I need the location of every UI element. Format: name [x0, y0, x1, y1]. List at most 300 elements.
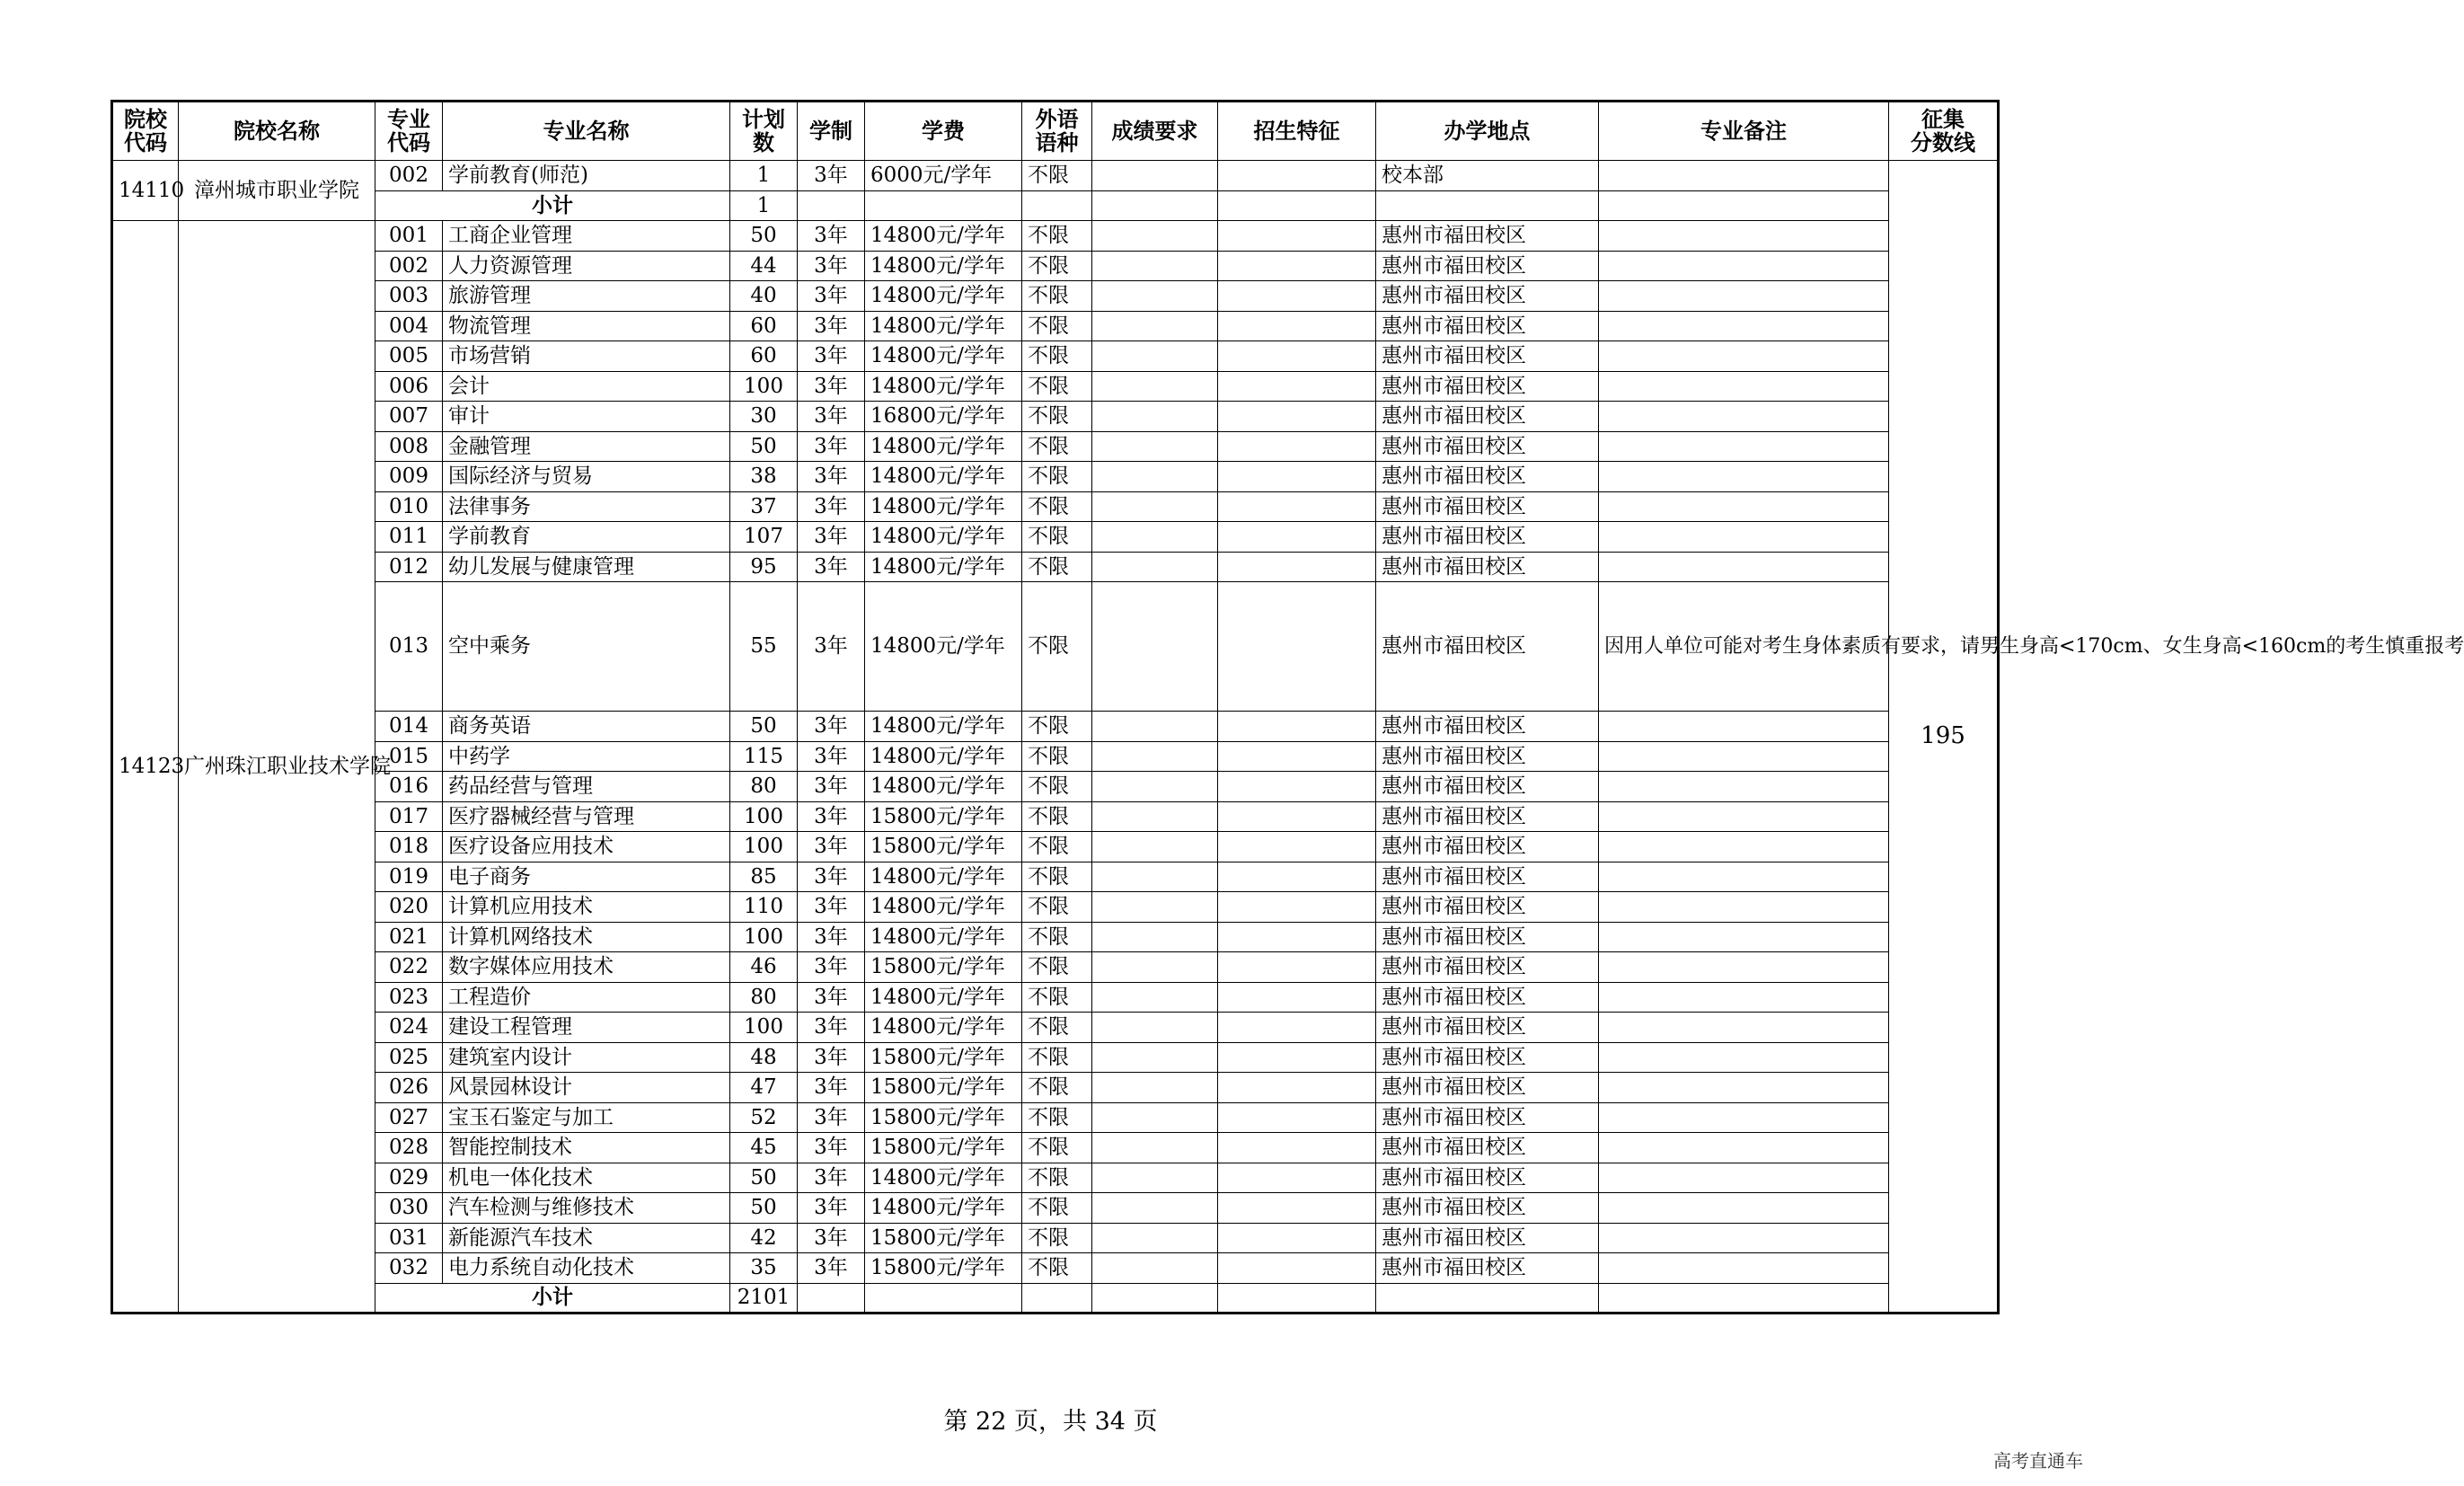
location-cell: 惠州市福田校区 [1376, 491, 1599, 522]
language-cell: 不限 [1022, 712, 1092, 742]
language-cell: 不限 [1022, 1223, 1092, 1253]
column-header: 征集 分数线 [1889, 102, 1999, 161]
enrollment-feature-cell [1218, 952, 1376, 983]
language-cell: 不限 [1022, 1163, 1092, 1193]
enrollment-feature-cell [1218, 371, 1376, 402]
enrollment-feature-cell [1218, 772, 1376, 802]
major-code-cell: 006 [375, 371, 443, 402]
enrollment-feature-cell [1218, 892, 1376, 923]
language-cell: 不限 [1022, 1042, 1092, 1073]
language-cell: 不限 [1022, 741, 1092, 772]
tuition-cell: 15800元/学年 [865, 1102, 1022, 1133]
table-row [112, 1223, 1999, 1253]
empty-cell [1092, 1283, 1218, 1314]
empty-cell [1092, 190, 1218, 221]
major-code-cell: 025 [375, 1042, 443, 1073]
location-cell: 惠州市福田校区 [1376, 1042, 1599, 1073]
column-header: 院校 代码 [112, 102, 179, 161]
enrollment-feature-cell [1218, 1223, 1376, 1253]
tuition-cell: 14800元/学年 [865, 251, 1022, 281]
table-row [112, 341, 1999, 372]
tuition-cell: 15800元/学年 [865, 1253, 1022, 1284]
subtotal-value: 1 [730, 190, 798, 221]
location-cell: 惠州市福田校区 [1376, 281, 1599, 312]
duration-cell: 3年 [798, 251, 865, 281]
major-note-cell [1599, 1073, 1889, 1103]
major-note-cell [1599, 221, 1889, 252]
major-name-cell: 幼儿发展与健康管理 [443, 552, 730, 582]
location-cell: 惠州市福田校区 [1376, 922, 1599, 952]
major-code-cell: 015 [375, 741, 443, 772]
score-requirement-cell [1092, 1193, 1218, 1224]
major-name-cell: 学前教育 [443, 522, 730, 553]
tuition-cell: 14800元/学年 [865, 772, 1022, 802]
enrollment-feature-cell [1218, 1193, 1376, 1224]
column-header: 外语 语种 [1022, 102, 1092, 161]
major-code-cell: 014 [375, 712, 443, 742]
enrollment-feature-cell [1218, 1013, 1376, 1043]
tuition-cell: 14800元/学年 [865, 552, 1022, 582]
table-row [112, 462, 1999, 492]
tuition-cell: 14800元/学年 [865, 371, 1022, 402]
empty-cell [798, 1283, 865, 1314]
score-requirement-cell [1092, 862, 1218, 892]
table-row [112, 1013, 1999, 1043]
enrollment-feature-cell [1218, 281, 1376, 312]
major-code-cell: 010 [375, 491, 443, 522]
subtotal-label: 小计 [375, 190, 730, 221]
plan-count-cell: 50 [730, 1193, 798, 1224]
language-cell: 不限 [1022, 161, 1092, 191]
language-cell: 不限 [1022, 922, 1092, 952]
major-name-cell: 智能控制技术 [443, 1133, 730, 1163]
language-cell: 不限 [1022, 431, 1092, 462]
plan-count-cell: 95 [730, 552, 798, 582]
tuition-cell: 14800元/学年 [865, 582, 1022, 712]
score-requirement-cell [1092, 1013, 1218, 1043]
major-name-cell: 市场营销 [443, 341, 730, 372]
table-row [112, 741, 1999, 772]
location-cell: 惠州市福田校区 [1376, 341, 1599, 372]
location-cell: 惠州市福田校区 [1376, 431, 1599, 462]
score-requirement-cell [1092, 952, 1218, 983]
score-requirement-cell [1092, 402, 1218, 432]
score-requirement-cell [1092, 371, 1218, 402]
score-requirement-cell [1092, 801, 1218, 832]
major-code-cell: 004 [375, 311, 443, 341]
duration-cell: 3年 [798, 341, 865, 372]
plan-count-cell: 100 [730, 801, 798, 832]
major-name-cell: 金融管理 [443, 431, 730, 462]
major-name-cell: 审计 [443, 402, 730, 432]
tuition-cell: 14800元/学年 [865, 281, 1022, 312]
enrollment-feature-cell [1218, 1133, 1376, 1163]
tuition-cell: 15800元/学年 [865, 952, 1022, 983]
duration-cell: 3年 [798, 431, 865, 462]
enrollment-feature-cell [1218, 1163, 1376, 1193]
subtotal-value: 2101 [730, 1283, 798, 1314]
subtotal-row [112, 190, 1999, 221]
major-name-cell: 建设工程管理 [443, 1013, 730, 1043]
duration-cell: 3年 [798, 1073, 865, 1103]
duration-cell: 3年 [798, 1253, 865, 1284]
score-requirement-cell [1092, 922, 1218, 952]
column-header: 办学地点 [1376, 102, 1599, 161]
location-cell: 惠州市福田校区 [1376, 1223, 1599, 1253]
major-name-cell: 药品经营与管理 [443, 772, 730, 802]
tuition-cell: 14800元/学年 [865, 431, 1022, 462]
major-code-cell: 002 [375, 251, 443, 281]
location-cell: 惠州市福田校区 [1376, 371, 1599, 402]
major-code-cell: 027 [375, 1102, 443, 1133]
column-header: 专业 代码 [375, 102, 443, 161]
major-name-cell: 电力系统自动化技术 [443, 1253, 730, 1284]
enrollment-feature-cell [1218, 982, 1376, 1013]
plan-count-cell: 35 [730, 1253, 798, 1284]
major-name-cell: 宝玉石鉴定与加工 [443, 1102, 730, 1133]
admission-table [110, 100, 2464, 1314]
enrollment-feature-cell [1218, 431, 1376, 462]
plan-count-cell: 50 [730, 712, 798, 742]
location-cell: 惠州市福田校区 [1376, 982, 1599, 1013]
location-cell: 惠州市福田校区 [1376, 1193, 1599, 1224]
major-name-cell: 空中乘务 [443, 582, 730, 712]
major-name-cell: 医疗器械经营与管理 [443, 801, 730, 832]
enrollment-feature-cell [1218, 161, 1376, 191]
score-requirement-cell [1092, 311, 1218, 341]
duration-cell: 3年 [798, 772, 865, 802]
tuition-cell: 15800元/学年 [865, 832, 1022, 862]
table-row [112, 952, 1999, 983]
tuition-cell: 15800元/学年 [865, 1223, 1022, 1253]
table-row [112, 582, 1999, 712]
enrollment-feature-cell [1218, 862, 1376, 892]
major-note-cell [1599, 772, 1889, 802]
language-cell: 不限 [1022, 281, 1092, 312]
column-header: 院校名称 [179, 102, 375, 161]
tuition-cell: 14800元/学年 [865, 1193, 1022, 1224]
score-requirement-cell [1092, 892, 1218, 923]
location-cell: 惠州市福田校区 [1376, 522, 1599, 553]
empty-cell [1022, 1283, 1092, 1314]
empty-cell [1218, 190, 1376, 221]
enrollment-feature-cell [1218, 251, 1376, 281]
major-name-cell: 工商企业管理 [443, 221, 730, 252]
column-header: 招生特征 [1218, 102, 1376, 161]
school-name-cell: 漳州城市职业学院 [179, 161, 375, 221]
table-row [112, 922, 1999, 952]
location-cell: 惠州市福田校区 [1376, 311, 1599, 341]
duration-cell: 3年 [798, 281, 865, 312]
score-requirement-cell [1092, 341, 1218, 372]
major-name-cell: 新能源汽车技术 [443, 1223, 730, 1253]
duration-cell: 3年 [798, 1042, 865, 1073]
location-cell: 惠州市福田校区 [1376, 1013, 1599, 1043]
major-name-cell: 风景园林设计 [443, 1073, 730, 1103]
plan-count-cell: 60 [730, 341, 798, 372]
table-row [112, 1193, 1999, 1224]
major-code-cell: 028 [375, 1133, 443, 1163]
language-cell: 不限 [1022, 371, 1092, 402]
score-requirement-cell [1092, 582, 1218, 712]
score-requirement-cell [1092, 741, 1218, 772]
table-row [112, 1133, 1999, 1163]
duration-cell: 3年 [798, 1133, 865, 1163]
language-cell: 不限 [1022, 801, 1092, 832]
plan-count-cell: 60 [730, 311, 798, 341]
table-row [112, 311, 1999, 341]
score-requirement-cell [1092, 552, 1218, 582]
major-note-cell [1599, 892, 1889, 923]
enrollment-feature-cell [1218, 1102, 1376, 1133]
enrollment-feature-cell [1218, 221, 1376, 252]
score-requirement-cell [1092, 221, 1218, 252]
major-code-cell: 002 [375, 161, 443, 191]
table-row [112, 1073, 1999, 1103]
major-note-cell [1599, 741, 1889, 772]
plan-count-cell: 40 [730, 281, 798, 312]
major-note-cell [1599, 311, 1889, 341]
major-code-cell: 008 [375, 431, 443, 462]
score-requirement-cell [1092, 1253, 1218, 1284]
major-name-cell: 建筑室内设计 [443, 1042, 730, 1073]
location-cell: 惠州市福田校区 [1376, 772, 1599, 802]
enrollment-feature-cell [1218, 522, 1376, 553]
tuition-cell: 6000元/学年 [865, 161, 1022, 191]
plan-count-cell: 100 [730, 1013, 798, 1043]
tuition-cell: 14800元/学年 [865, 712, 1022, 742]
location-cell: 惠州市福田校区 [1376, 712, 1599, 742]
major-name-cell: 旅游管理 [443, 281, 730, 312]
subtotal-row [112, 1283, 1999, 1314]
location-cell: 惠州市福田校区 [1376, 1102, 1599, 1133]
table-row [112, 1253, 1999, 1284]
language-cell: 不限 [1022, 1133, 1092, 1163]
language-cell: 不限 [1022, 462, 1092, 492]
table-row [112, 281, 1999, 312]
major-code-cell: 005 [375, 341, 443, 372]
plan-count-cell: 110 [730, 892, 798, 923]
major-note-cell [1599, 281, 1889, 312]
school-code-cell: 14110 [112, 161, 179, 221]
language-cell: 不限 [1022, 311, 1092, 341]
score-requirement-cell [1092, 1223, 1218, 1253]
table-row [112, 892, 1999, 923]
language-cell: 不限 [1022, 402, 1092, 432]
major-note-cell [1599, 251, 1889, 281]
location-cell: 惠州市福田校区 [1376, 582, 1599, 712]
plan-count-cell: 100 [730, 922, 798, 952]
location-cell: 惠州市福田校区 [1376, 552, 1599, 582]
score-requirement-cell [1092, 522, 1218, 553]
plan-count-cell: 42 [730, 1223, 798, 1253]
major-name-cell: 机电一体化技术 [443, 1163, 730, 1193]
enrollment-feature-cell [1218, 741, 1376, 772]
duration-cell: 3年 [798, 462, 865, 492]
major-code-cell: 019 [375, 862, 443, 892]
major-note-cell [1599, 431, 1889, 462]
score-requirement-cell [1092, 462, 1218, 492]
major-name-cell: 汽车检测与维修技术 [443, 1193, 730, 1224]
major-code-cell: 003 [375, 281, 443, 312]
major-note-cell [1599, 491, 1889, 522]
location-cell: 惠州市福田校区 [1376, 1253, 1599, 1284]
major-note-cell [1599, 1163, 1889, 1193]
major-note-cell [1599, 161, 1889, 191]
language-cell: 不限 [1022, 221, 1092, 252]
empty-cell [1599, 1283, 1889, 1314]
duration-cell: 3年 [798, 952, 865, 983]
school-name-cell: 广州珠江职业技术学院 [179, 221, 375, 1314]
tuition-cell: 15800元/学年 [865, 1133, 1022, 1163]
duration-cell: 3年 [798, 982, 865, 1013]
table-row [112, 251, 1999, 281]
major-name-cell: 计算机应用技术 [443, 892, 730, 923]
table-row [112, 431, 1999, 462]
duration-cell: 3年 [798, 221, 865, 252]
major-code-cell: 020 [375, 892, 443, 923]
plan-count-cell: 100 [730, 371, 798, 402]
plan-count-cell: 80 [730, 772, 798, 802]
table-row [112, 491, 1999, 522]
language-cell: 不限 [1022, 1253, 1092, 1284]
tuition-cell: 16800元/学年 [865, 402, 1022, 432]
duration-cell: 3年 [798, 712, 865, 742]
duration-cell: 3年 [798, 311, 865, 341]
duration-cell: 3年 [798, 922, 865, 952]
column-header: 专业备注 [1599, 102, 1889, 161]
score-requirement-cell [1092, 1073, 1218, 1103]
major-code-cell: 021 [375, 922, 443, 952]
plan-count-cell: 107 [730, 522, 798, 553]
enrollment-feature-cell [1218, 311, 1376, 341]
watermark: 高考直通车 [1993, 1450, 2083, 1472]
tuition-cell: 14800元/学年 [865, 1163, 1022, 1193]
major-note-cell [1599, 862, 1889, 892]
location-cell: 惠州市福田校区 [1376, 221, 1599, 252]
plan-count-cell: 50 [730, 1163, 798, 1193]
location-cell: 惠州市福田校区 [1376, 832, 1599, 862]
table-row [112, 1042, 1999, 1073]
plan-count-cell: 80 [730, 982, 798, 1013]
cutoff-score-cell: 195 [1889, 161, 1999, 1314]
score-requirement-cell [1092, 1133, 1218, 1163]
plan-count-cell: 50 [730, 431, 798, 462]
score-requirement-cell [1092, 281, 1218, 312]
major-code-cell: 011 [375, 522, 443, 553]
tuition-cell: 14800元/学年 [865, 862, 1022, 892]
location-cell: 惠州市福田校区 [1376, 862, 1599, 892]
score-requirement-cell [1092, 251, 1218, 281]
major-note-cell [1599, 1253, 1889, 1284]
plan-count-cell: 30 [730, 402, 798, 432]
major-name-cell: 法律事务 [443, 491, 730, 522]
language-cell: 不限 [1022, 892, 1092, 923]
column-header: 学制 [798, 102, 865, 161]
page-footer: 第 22 页，共 34 页 [943, 1408, 1158, 1436]
table-row [112, 832, 1999, 862]
duration-cell: 3年 [798, 1163, 865, 1193]
major-name-cell: 物流管理 [443, 311, 730, 341]
duration-cell: 3年 [798, 1102, 865, 1133]
major-code-cell: 017 [375, 801, 443, 832]
major-code-cell: 029 [375, 1163, 443, 1193]
location-cell: 校本部 [1376, 161, 1599, 191]
table-row [112, 862, 1999, 892]
plan-count-cell: 100 [730, 832, 798, 862]
language-cell: 不限 [1022, 1013, 1092, 1043]
duration-cell: 3年 [798, 892, 865, 923]
major-name-cell: 电子商务 [443, 862, 730, 892]
enrollment-feature-cell [1218, 462, 1376, 492]
major-note-cell [1599, 462, 1889, 492]
tuition-cell: 14800元/学年 [865, 491, 1022, 522]
location-cell: 惠州市福田校区 [1376, 251, 1599, 281]
language-cell: 不限 [1022, 1193, 1092, 1224]
plan-count-cell: 55 [730, 582, 798, 712]
table-row [112, 522, 1999, 553]
duration-cell: 3年 [798, 552, 865, 582]
column-header: 专业名称 [443, 102, 730, 161]
location-cell: 惠州市福田校区 [1376, 892, 1599, 923]
enrollment-feature-cell [1218, 1073, 1376, 1103]
column-header: 学费 [865, 102, 1022, 161]
duration-cell: 3年 [798, 832, 865, 862]
empty-cell [1376, 190, 1599, 221]
language-cell: 不限 [1022, 582, 1092, 712]
location-cell: 惠州市福田校区 [1376, 1163, 1599, 1193]
language-cell: 不限 [1022, 952, 1092, 983]
score-requirement-cell [1092, 1102, 1218, 1133]
duration-cell: 3年 [798, 1223, 865, 1253]
language-cell: 不限 [1022, 491, 1092, 522]
major-code-cell: 018 [375, 832, 443, 862]
tuition-cell: 14800元/学年 [865, 922, 1022, 952]
table-row [112, 772, 1999, 802]
column-header: 成绩要求 [1092, 102, 1218, 161]
score-requirement-cell [1092, 431, 1218, 462]
table-row [112, 801, 1999, 832]
major-name-cell: 数字媒体应用技术 [443, 952, 730, 983]
plan-count-cell: 52 [730, 1102, 798, 1133]
major-code-cell: 022 [375, 952, 443, 983]
major-note-cell [1599, 922, 1889, 952]
tuition-cell: 14800元/学年 [865, 221, 1022, 252]
plan-count-cell: 44 [730, 251, 798, 281]
major-name-cell: 人力资源管理 [443, 251, 730, 281]
empty-cell [865, 190, 1022, 221]
language-cell: 不限 [1022, 862, 1092, 892]
location-cell: 惠州市福田校区 [1376, 1133, 1599, 1163]
plan-count-cell: 115 [730, 741, 798, 772]
plan-count-cell: 48 [730, 1042, 798, 1073]
enrollment-feature-cell [1218, 1042, 1376, 1073]
plan-count-cell: 45 [730, 1133, 798, 1163]
duration-cell: 3年 [798, 1013, 865, 1043]
language-cell: 不限 [1022, 341, 1092, 372]
enrollment-feature-cell [1218, 341, 1376, 372]
major-note-cell [1599, 552, 1889, 582]
tuition-cell: 15800元/学年 [865, 1042, 1022, 1073]
major-name-cell: 中药学 [443, 741, 730, 772]
enrollment-feature-cell [1218, 552, 1376, 582]
major-code-cell: 007 [375, 402, 443, 432]
major-note-cell [1599, 952, 1889, 983]
empty-cell [798, 190, 865, 221]
duration-cell: 3年 [798, 862, 865, 892]
language-cell: 不限 [1022, 832, 1092, 862]
language-cell: 不限 [1022, 251, 1092, 281]
